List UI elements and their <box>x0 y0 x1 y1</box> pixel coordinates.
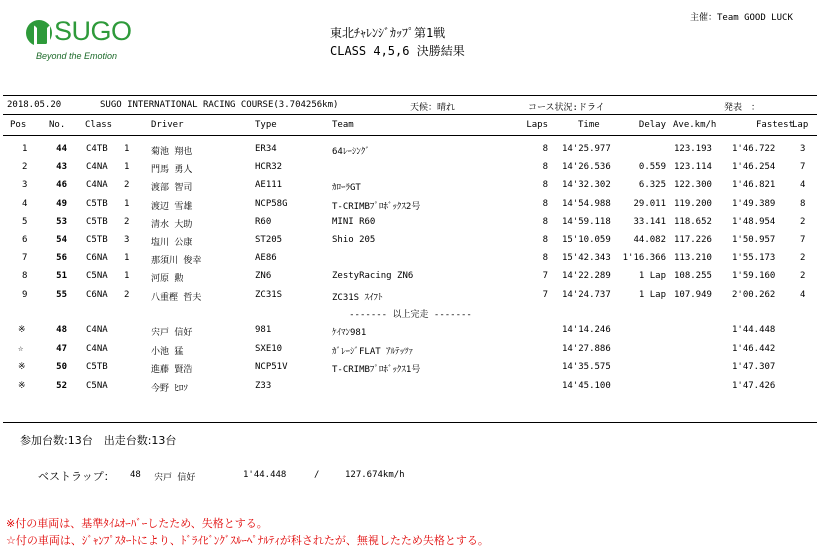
sugo-logo-mark-icon <box>26 20 52 46</box>
time-cell: 14'45.100 <box>562 380 611 391</box>
organizer: 主催：Team GOOD LUCK <box>690 13 793 23</box>
class-pos-cell: 2 <box>124 289 130 300</box>
fastest-cell: 1'49.389 <box>732 198 776 209</box>
col-driver: Driver <box>151 120 184 130</box>
car-no-cell: 53 <box>56 216 67 227</box>
type-cell: ER34 <box>255 144 277 154</box>
finish-separator: ------- 以上完走 ------- <box>349 310 472 320</box>
laps-cell: 8 <box>542 235 548 245</box>
entry-count: 参加台数:13台 出走台数:13台 <box>20 434 177 447</box>
type-cell: NCP58G <box>255 198 288 209</box>
driver-cell: 今野 ﾋﾛｿ <box>151 383 188 394</box>
class-cell: C5TB <box>86 198 108 209</box>
car-no-cell: 54 <box>56 235 67 245</box>
fastest-cell: 2'00.262 <box>732 289 776 300</box>
time-cell: 14'22.289 <box>562 271 611 282</box>
fastest-cell: 1'46.254 <box>732 162 776 173</box>
laps-cell: 8 <box>542 180 548 191</box>
pos-cell: 3 <box>22 180 28 191</box>
driver-cell: 河原 勲 <box>151 274 184 285</box>
fastest-cell: 1'47.426 <box>732 380 776 391</box>
delay-cell: 6.325 <box>638 180 666 191</box>
ave-cell: 108.255 <box>674 271 712 282</box>
fastest-lap-cell: 2 <box>800 253 806 264</box>
dq-mark: ※ <box>18 325 26 335</box>
course-name: SUGO INTERNATIONAL RACING COURSE(3.704256km) <box>100 100 339 110</box>
fastest-cell: 1'46.821 <box>732 180 776 191</box>
best-lap-no: 48 <box>130 470 141 480</box>
col-time: Time <box>578 120 600 130</box>
class-pos-cell: 2 <box>124 216 130 227</box>
class-cell: C6NA <box>86 289 108 300</box>
announce-time: 発表 ： <box>724 103 761 113</box>
time-cell: 14'14.246 <box>562 325 611 335</box>
fastest-cell: 1'46.442 <box>732 343 776 354</box>
fastest-lap-cell: 7 <box>800 235 806 245</box>
time-cell: 14'54.988 <box>562 198 611 209</box>
class-pos-cell: 2 <box>124 180 130 191</box>
ave-cell: 119.200 <box>674 198 712 209</box>
pos-cell: 7 <box>22 253 28 264</box>
fastest-lap-cell: 3 <box>800 144 806 154</box>
fastest-cell: 1'46.722 <box>732 144 776 154</box>
time-cell: 14'24.737 <box>562 289 611 300</box>
time-cell: 14'32.302 <box>562 180 611 191</box>
fastest-cell: 1'44.448 <box>732 325 776 335</box>
table-row <box>0 162 821 179</box>
time-cell: 15'10.059 <box>562 235 611 245</box>
class-cell: C4NA <box>86 343 108 354</box>
course-condition: コース状況:ドライ <box>528 103 605 113</box>
table-row <box>0 199 821 216</box>
delay-cell: 1 Lap <box>638 289 666 300</box>
fastest-cell: 1'50.957 <box>732 235 776 245</box>
driver-cell: 塩川 公康 <box>151 238 193 248</box>
type-cell: Z33 <box>255 380 272 391</box>
dq-mark: ※ <box>18 362 26 372</box>
delay-cell: 0.559 <box>638 162 666 173</box>
class-pos-cell: 1 <box>124 271 130 282</box>
ave-cell: 117.226 <box>674 235 712 245</box>
sugo-logo <box>22 18 152 66</box>
fastest-cell: 1'47.307 <box>732 362 776 372</box>
driver-cell: 渡辺 雪雄 <box>151 201 193 212</box>
driver-cell: 八重樫 哲夫 <box>151 292 202 303</box>
team-cell: ｶﾞﾚｰｼﾞFLAT ｱﾙﾃｯﾂｧ <box>332 346 414 357</box>
car-no-cell: 52 <box>56 380 67 391</box>
best-lap-speed: 127.674km/h <box>345 470 405 480</box>
best-lap-label: ベストラップ： <box>38 470 115 483</box>
ave-cell: 123.193 <box>674 144 712 154</box>
driver-cell: 渡部 智司 <box>151 183 193 194</box>
fastest-lap-cell: 2 <box>800 271 806 282</box>
ave-cell: 122.300 <box>674 180 712 191</box>
laps-cell: 8 <box>542 253 548 264</box>
class-cell: C4TB <box>86 144 108 154</box>
col-fastest: Fastest <box>756 120 794 130</box>
car-no-cell: 47 <box>56 343 67 354</box>
col-laps: Laps <box>526 120 548 130</box>
pos-cell: 4 <box>22 198 28 209</box>
table-row <box>0 362 821 379</box>
class-cell: C4NA <box>86 180 108 191</box>
team-cell: ｹｲﾏﾝ981 <box>332 328 367 338</box>
class-cell: C4NA <box>86 325 108 335</box>
laps-cell: 8 <box>542 216 548 227</box>
col-class: Class <box>85 120 113 130</box>
pos-cell: 5 <box>22 216 28 227</box>
table-row <box>0 235 821 252</box>
table-row <box>0 253 821 270</box>
type-cell: R60 <box>255 216 272 227</box>
delay-cell: 29.011 <box>633 198 666 209</box>
fastest-lap-cell: 4 <box>800 180 806 191</box>
laps-cell: 8 <box>542 198 548 209</box>
team-cell: ZestyRacing ZN6 <box>332 271 414 282</box>
best-lap-time: 1'44.448 <box>243 470 287 480</box>
dq-mark: ☆ <box>18 343 24 354</box>
fastest-lap-cell: 8 <box>800 198 806 209</box>
driver-cell: 清水 大助 <box>151 219 193 230</box>
team-cell: ZC31S ｽｲﾌﾄ <box>332 292 383 303</box>
car-no-cell: 49 <box>56 198 67 209</box>
delay-cell: 1'16.366 <box>622 253 666 264</box>
car-no-cell: 48 <box>56 325 67 335</box>
type-cell: NCP51V <box>255 362 288 372</box>
table-row <box>0 180 821 197</box>
type-cell: ZN6 <box>255 271 272 282</box>
fastest-cell: 1'55.173 <box>732 253 776 264</box>
car-no-cell: 50 <box>56 362 67 372</box>
team-cell: ｶﾛｰﾗGT <box>332 183 361 194</box>
team-cell: T-CRIMBﾌﾟﾛﾎﾞｯｸｽ2号 <box>332 201 421 212</box>
table-row <box>0 144 821 161</box>
class-cell: C5TB <box>86 362 108 372</box>
class-cell: C5NA <box>86 380 108 391</box>
col-no: No. <box>49 120 66 130</box>
class-cell: C5TB <box>86 235 108 245</box>
fastest-cell: 1'48.954 <box>732 216 776 227</box>
ave-cell: 118.652 <box>674 216 712 227</box>
type-cell: AE111 <box>255 180 283 191</box>
class-cell: C5TB <box>86 216 108 227</box>
car-no-cell: 46 <box>56 180 67 191</box>
table-row <box>0 325 821 342</box>
laps-cell: 8 <box>542 144 548 154</box>
driver-cell: 門馬 勇人 <box>151 165 193 176</box>
title-line-1: 東北ﾁｬﾚﾝｼﾞｶｯﾌﾟ第1戦 <box>330 26 446 40</box>
team-cell: T-CRIMBﾌﾟﾛﾎﾞｯｸｽ1号 <box>332 365 421 375</box>
time-cell: 14'26.536 <box>562 162 611 173</box>
time-cell: 14'35.575 <box>562 362 611 372</box>
type-cell: 981 <box>255 325 272 335</box>
pos-cell: 9 <box>22 289 28 300</box>
type-cell: ZC31S <box>255 289 283 300</box>
pos-cell: 1 <box>22 144 28 154</box>
time-cell: 14'27.886 <box>562 343 611 354</box>
col-ave: Ave.km/h <box>673 120 717 130</box>
driver-cell: 那須川 俊幸 <box>151 256 202 267</box>
col-type: Type <box>255 120 277 130</box>
class-pos-cell: 1 <box>124 253 130 264</box>
team-cell: 64ﾚｰｼﾝｸﾞ <box>332 147 370 157</box>
ave-cell: 123.114 <box>674 162 712 173</box>
weather: 天候：晴れ <box>410 103 456 113</box>
car-no-cell: 56 <box>56 253 67 264</box>
note-time-over: ※付の車両は、基準ﾀｲﾑｵｰﾊﾞｰしたため、失格とする。 <box>6 517 268 530</box>
table-row <box>0 290 821 307</box>
class-pos-cell: 3 <box>124 235 130 245</box>
class-cell: C4NA <box>86 162 108 173</box>
team-cell: Shio 205 <box>332 235 376 245</box>
driver-cell: 進藤 賢浩 <box>151 365 193 375</box>
note-jump-start: ☆付の車両は、ｼﾞｬﾝﾌﾟｽﾀｰﾄにより、ﾄﾞﾗｲﾋﾞﾝｸﾞｽﾙｰﾍﾟﾅﾙﾃｨが科されたが、無視したため失格とする。 <box>6 534 489 547</box>
best-lap-driver: 宍戸 信好 <box>154 473 196 483</box>
ave-cell: 113.210 <box>674 253 712 264</box>
title-line-2: CLASS 4,5,6 決勝結果 <box>330 44 465 58</box>
delay-cell: 44.082 <box>633 235 666 245</box>
ave-cell: 107.949 <box>674 289 712 300</box>
car-no-cell: 55 <box>56 289 67 300</box>
col-lap: Lap <box>792 120 809 130</box>
col-team: Team <box>332 120 354 130</box>
class-pos-cell: 1 <box>124 162 130 173</box>
class-pos-cell: 1 <box>124 198 130 209</box>
table-row <box>0 217 821 234</box>
class-cell: C5NA <box>86 271 108 282</box>
team-cell: MINI R60 <box>332 216 376 227</box>
type-cell: ST205 <box>255 235 283 245</box>
fastest-lap-cell: 4 <box>800 289 806 300</box>
table-row <box>0 271 821 288</box>
car-no-cell: 51 <box>56 271 67 282</box>
pos-cell: 6 <box>22 235 28 245</box>
driver-cell: 宍戸 信好 <box>151 328 193 338</box>
fastest-lap-cell: 2 <box>800 216 806 227</box>
logo-tagline: Beyond the Emotion <box>36 51 118 61</box>
pos-cell: 2 <box>22 162 28 173</box>
table-row <box>0 344 821 361</box>
driver-cell: 小池 猛 <box>151 346 184 357</box>
col-pos: Pos <box>10 120 27 130</box>
time-cell: 14'59.118 <box>562 216 611 227</box>
type-cell: AE86 <box>255 253 277 264</box>
delay-cell: 33.141 <box>633 216 666 227</box>
delay-cell: 1 Lap <box>638 271 666 282</box>
type-cell: HCR32 <box>255 162 283 173</box>
laps-cell: 7 <box>542 271 548 282</box>
time-cell: 14'25.977 <box>562 144 611 154</box>
fastest-cell: 1'59.160 <box>732 271 776 282</box>
car-no-cell: 43 <box>56 162 67 173</box>
col-delay: Delay <box>638 120 666 130</box>
laps-cell: 7 <box>542 289 548 300</box>
best-lap-slash: / <box>314 470 320 480</box>
car-no-cell: 44 <box>56 144 67 154</box>
driver-cell: 菊池 翔也 <box>151 147 193 157</box>
logo-name: SUGO <box>54 16 132 46</box>
pos-cell: 8 <box>22 271 28 282</box>
time-cell: 15'42.343 <box>562 253 611 264</box>
type-cell: SXE10 <box>255 343 283 354</box>
race-date: 2018.05.20 <box>7 100 62 110</box>
table-row <box>0 381 821 398</box>
fastest-lap-cell: 7 <box>800 162 806 173</box>
class-cell: C6NA <box>86 253 108 264</box>
dq-mark: ※ <box>18 380 26 391</box>
laps-cell: 8 <box>542 162 548 173</box>
class-pos-cell: 1 <box>124 144 130 154</box>
